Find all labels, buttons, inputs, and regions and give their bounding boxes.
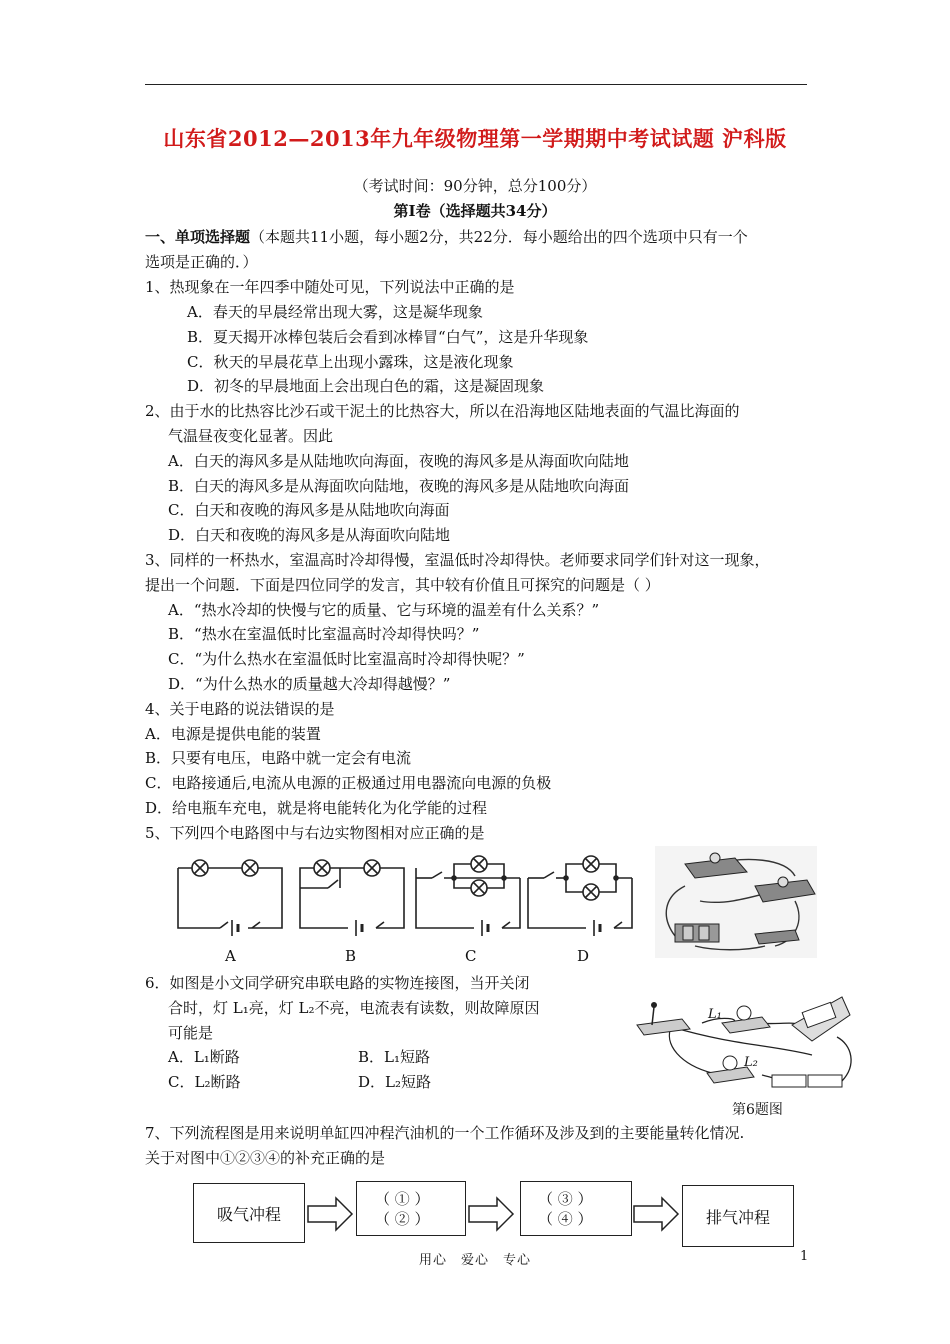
q5-circuit-diagrams bbox=[170, 848, 640, 966]
q5-physical-circuit-photo bbox=[655, 846, 817, 958]
q2-option-c: C．白天和夜晚的海风多是从陆地吹向海面 bbox=[168, 501, 450, 519]
exam-info: （考试时间：90分钟，总分100分） bbox=[353, 177, 597, 195]
flow-arrow-2 bbox=[467, 1196, 515, 1232]
circuit-label-c: C bbox=[465, 947, 477, 965]
q6-option-d: D．L₂短路 bbox=[358, 1073, 432, 1091]
q2-stem-2: 气温昼夜变化显著。因此 bbox=[168, 427, 334, 445]
q6-option-b: B．L₁短路 bbox=[358, 1048, 430, 1066]
volume-title: 第Ⅰ卷（选择题共34分） bbox=[393, 202, 557, 220]
q2-stem-1: 2、由于水的比热容比沙石或干泥土的比热容大，所以在沿海地区陆地表面的气温比海面的 bbox=[145, 402, 740, 420]
section-instructions: （本题共11小题，每小题2分，共22分．每小题给出的四个选项中只有一个 bbox=[250, 228, 748, 246]
q2-option-a: A．白天的海风多是从陆地吹向海面，夜晚的海风多是从海面吹向陆地 bbox=[168, 452, 629, 470]
q4-option-c: C．电路接通后,电流从电源的正极通过用电器流向电源的负极 bbox=[145, 774, 552, 792]
q4-option-b: B．只要有电压，电路中就一定会有电流 bbox=[145, 749, 412, 767]
q6-option-a: A．L₁断路 bbox=[168, 1048, 240, 1066]
flow-arrow-3 bbox=[632, 1196, 680, 1232]
q1-option-c: C．秋天的早晨花草上出现小露珠，这是液化现象 bbox=[187, 353, 514, 371]
q6-stem-3: 可能是 bbox=[168, 1024, 214, 1042]
q4-stem: 4、关于电路的说法错误的是 bbox=[145, 700, 335, 718]
flow-box-exhaust bbox=[682, 1185, 794, 1247]
footer-motto: 用心 爱心 专心 bbox=[418, 1253, 531, 1268]
q6-stem-1: 6．如图是小文同学研究串联电路的实物连接图，当开关闭 bbox=[145, 974, 530, 992]
flow-box-intake-label: 吸气冲程 bbox=[216, 1204, 281, 1224]
flow-blank-3: （ ③ ） bbox=[538, 1190, 593, 1208]
flow-blank-2: （ ② ） bbox=[375, 1210, 430, 1228]
q6-stem-2: 合时，灯 L₁亮，灯 L₂不亮，电流表有读数，则故障原因 bbox=[168, 999, 540, 1017]
q6-option-c: C．L₂断路 bbox=[168, 1073, 241, 1091]
q3-stem-2: 提出一个问题．下面是四位同学的发言，其中较有价值且可探究的问题是（ ） bbox=[145, 576, 660, 594]
q1-option-d: D．初冬的早晨地面上会出现白色的霜，这是凝固现象 bbox=[187, 377, 545, 395]
q3-option-b: B．“热水在室温低时比室温高时冷却得快吗？” bbox=[168, 625, 480, 643]
q5-stem: 5、下列四个电路图中与右边实物图相对应正确的是 bbox=[145, 824, 485, 842]
q1-stem: 1、热现象在一年四季中随处可见，下列说法中正确的是 bbox=[145, 278, 515, 296]
q3-stem-1: 3、同样的一杯热水，室温高时冷却得慢，室温低时冷却得快。老师要求同学们针对这一现象， bbox=[145, 551, 770, 569]
page-title: 山东省2012—2013年九年级物理第一学期期中考试试题 沪科版 bbox=[163, 126, 787, 151]
flow-blank-1: （ ① ） bbox=[375, 1190, 430, 1208]
flow-blank-4: （ ④ ） bbox=[538, 1210, 593, 1228]
q7-stem-1: 7、下列流程图是用来说明单缸四冲程汽油机的一个工作循环及涉及到的主要能量转化情况. bbox=[145, 1124, 745, 1142]
circuit-a bbox=[178, 860, 282, 936]
q6-figure-caption: 第6题图 bbox=[732, 1102, 783, 1118]
flow-box-exhaust-label: 排气冲程 bbox=[705, 1207, 770, 1227]
circuit-label-d: D bbox=[577, 947, 590, 965]
q3-option-a: A．“热水冷却的快慢与它的质量、它与环境的温差有什么关系？” bbox=[168, 601, 600, 619]
flow-box-intake bbox=[193, 1183, 305, 1243]
circuit-label-a: A bbox=[225, 947, 236, 965]
q4-option-d: D．给电瓶车充电，就是将电能转化为化学能的过程 bbox=[145, 799, 488, 817]
section-instructions-cont: 选项是正确的．） bbox=[145, 253, 258, 271]
q3-option-d: D．“为什么热水的质量越大冷却得越慢？” bbox=[168, 675, 451, 693]
circuit-c bbox=[416, 856, 520, 936]
q2-option-b: B．白天的海风多是从海面吹向陆地，夜晚的海风多是从陆地吹向海面 bbox=[168, 477, 630, 495]
q2-option-d: D．白天和夜晚的海风多是从海面吹向陆地 bbox=[168, 526, 451, 544]
q6-figure-label-l1: L₁ bbox=[708, 1007, 722, 1022]
flow-arrow-1 bbox=[306, 1196, 354, 1232]
circuit-label-b: B bbox=[345, 947, 357, 965]
q7-stem-2: 关于对图中①②③④的补充正确的是 bbox=[145, 1149, 386, 1167]
q6-figure-label-l2: L₂ bbox=[744, 1055, 758, 1070]
header-rule bbox=[145, 84, 807, 85]
q1-option-a: A．春天的早晨经常出现大雾，这是凝华现象 bbox=[187, 303, 483, 321]
q6-series-circuit-figure bbox=[632, 985, 854, 1097]
circuit-d bbox=[528, 856, 632, 936]
section-heading: 一、单项选择题 bbox=[145, 228, 251, 246]
page-number: 1 bbox=[800, 1249, 809, 1264]
section-heading-line bbox=[145, 227, 748, 247]
circuit-b bbox=[300, 860, 404, 936]
q4-option-a: A．电源是提供电能的装置 bbox=[145, 725, 321, 743]
q1-option-b: B．夏天揭开冰棒包装后会看到冰棒冒“白气”，这是升华现象 bbox=[187, 328, 589, 346]
q3-option-c: C．“为什么热水在室温低时比室温高时冷却得快呢？” bbox=[168, 650, 525, 668]
